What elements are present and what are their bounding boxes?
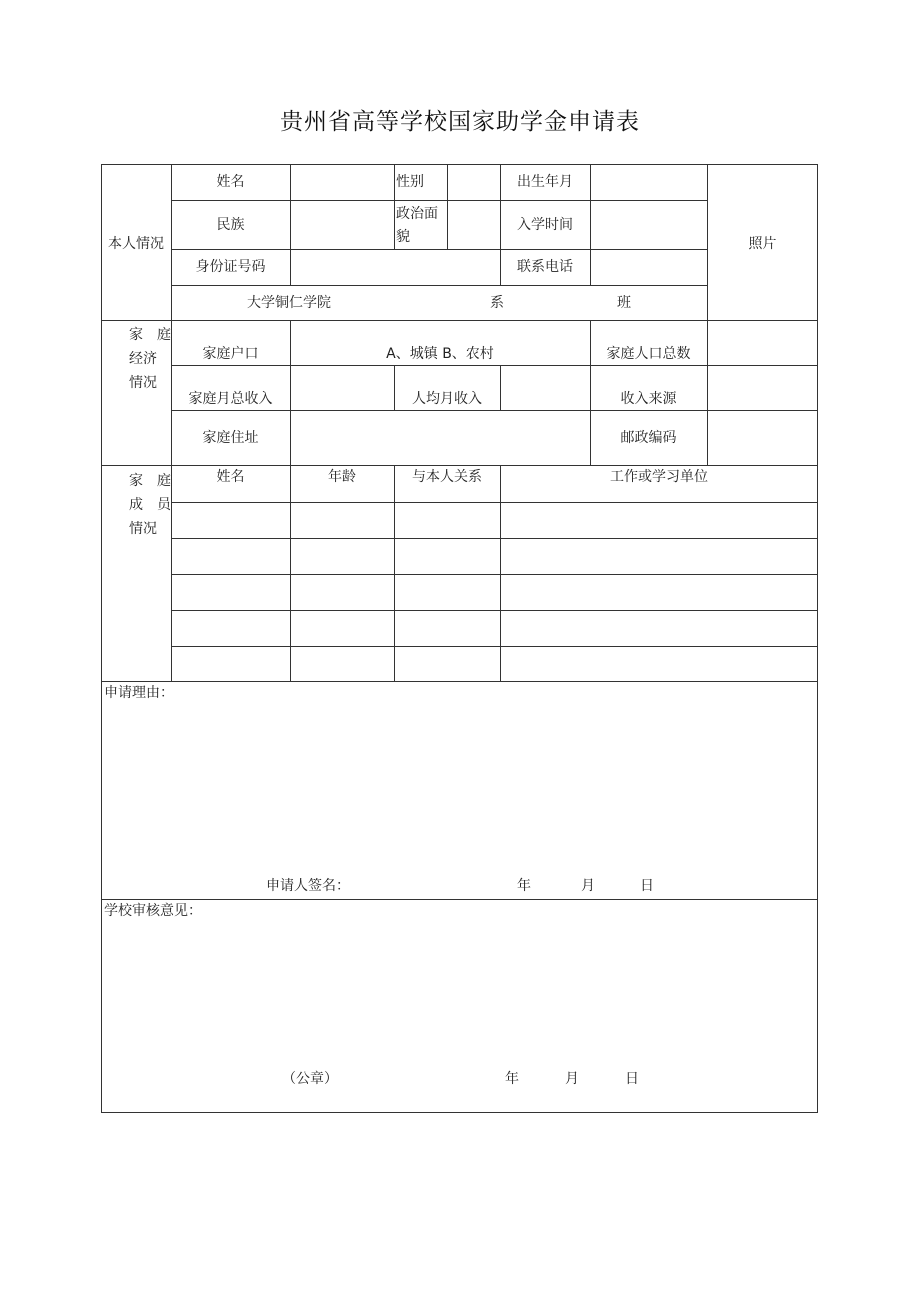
name-field[interactable]: [291, 165, 394, 200]
family-header-relation: 与本人关系: [412, 469, 482, 485]
review-textarea[interactable]: [104, 924, 814, 1062]
family-member-row[interactable]: [172, 503, 818, 538]
economy-section-label-1: 家 庭: [129, 327, 171, 343]
review-day-label: 日: [625, 1071, 639, 1087]
household-options[interactable]: A、城镇 B、农村: [386, 346, 494, 362]
family-header-age: 年龄: [328, 469, 356, 485]
ethnicity-field[interactable]: [291, 201, 394, 249]
per-capita-label: 人均月收入: [412, 391, 482, 407]
section-divider-reason: [101, 899, 818, 900]
political-label-line2: 貌: [396, 229, 410, 245]
signature-label: 申请人签名：: [266, 878, 350, 894]
section-divider-family: [101, 681, 818, 682]
address-field[interactable]: [291, 411, 590, 465]
postcode-field[interactable]: [708, 411, 818, 465]
reason-textarea[interactable]: [104, 706, 814, 866]
phone-label: 联系电话: [517, 259, 573, 275]
phone-field[interactable]: [591, 250, 707, 285]
income-source-label: 收入来源: [620, 391, 677, 407]
ethnicity-label: 民族: [216, 217, 245, 233]
postcode-label: 邮政编码: [620, 430, 677, 446]
birth-label: 出生年月: [517, 174, 573, 190]
review-label: 学校审核意见：: [104, 903, 202, 919]
id-number-field[interactable]: [291, 250, 500, 285]
family-section-label-3: 情况: [129, 521, 157, 537]
population-label: 家庭人口总数: [606, 346, 691, 362]
per-capita-field[interactable]: [501, 366, 590, 410]
political-field[interactable]: [448, 201, 500, 249]
household-label: 家庭户口: [202, 346, 259, 362]
family-member-row[interactable]: [172, 539, 818, 574]
reason-day-label: 日: [640, 878, 654, 894]
official-seal-label: （公章）: [282, 1071, 338, 1087]
economy-section-label-2: 经济: [129, 351, 157, 367]
photo-box: 照片: [748, 236, 777, 252]
class-label: 班: [617, 295, 631, 311]
name-label: 姓名: [216, 174, 245, 190]
review-year-label: 年: [505, 1071, 519, 1087]
family-header-workplace: 工作或学习单位: [610, 469, 708, 485]
family-section-label-1: 家 庭: [129, 473, 171, 489]
economy-section-label-3: 情况: [129, 375, 157, 391]
enroll-label: 入学时间: [517, 217, 573, 233]
department-field[interactable]: [340, 286, 490, 320]
population-field[interactable]: [708, 321, 818, 365]
personal-section-label: 本人情况: [108, 236, 164, 252]
reason-year-label: 年: [517, 878, 531, 894]
id-number-label: 身份证号码: [195, 259, 266, 275]
birth-field[interactable]: [591, 165, 707, 200]
section-divider-economy: [101, 465, 818, 466]
department-label: 系: [490, 295, 504, 311]
income-source-field[interactable]: [708, 366, 818, 410]
address-label: 家庭住址: [202, 430, 259, 446]
gender-field[interactable]: [448, 165, 500, 200]
reason-label: 申请理由：: [104, 685, 174, 701]
family-section-label-2: 成 员: [129, 497, 171, 513]
gender-label: 性别: [396, 174, 424, 190]
family-header-name: 姓名: [216, 469, 245, 485]
enroll-field[interactable]: [591, 201, 707, 249]
family-member-row[interactable]: [172, 647, 818, 681]
family-member-row[interactable]: [172, 611, 818, 646]
page-title: 贵州省高等学校国家助学金申请表: [280, 109, 640, 135]
class-field[interactable]: [508, 286, 616, 320]
reason-month-label: 月: [581, 878, 595, 894]
signature-field[interactable]: [352, 872, 502, 898]
monthly-income-label: 家庭月总收入: [188, 391, 273, 407]
monthly-income-field[interactable]: [291, 366, 394, 410]
political-label-line1: 政治面: [396, 206, 438, 222]
review-month-label: 月: [565, 1071, 579, 1087]
college-label: 大学铜仁学院: [247, 295, 331, 311]
family-member-row[interactable]: [172, 575, 818, 610]
grid-line: [394, 164, 395, 249]
